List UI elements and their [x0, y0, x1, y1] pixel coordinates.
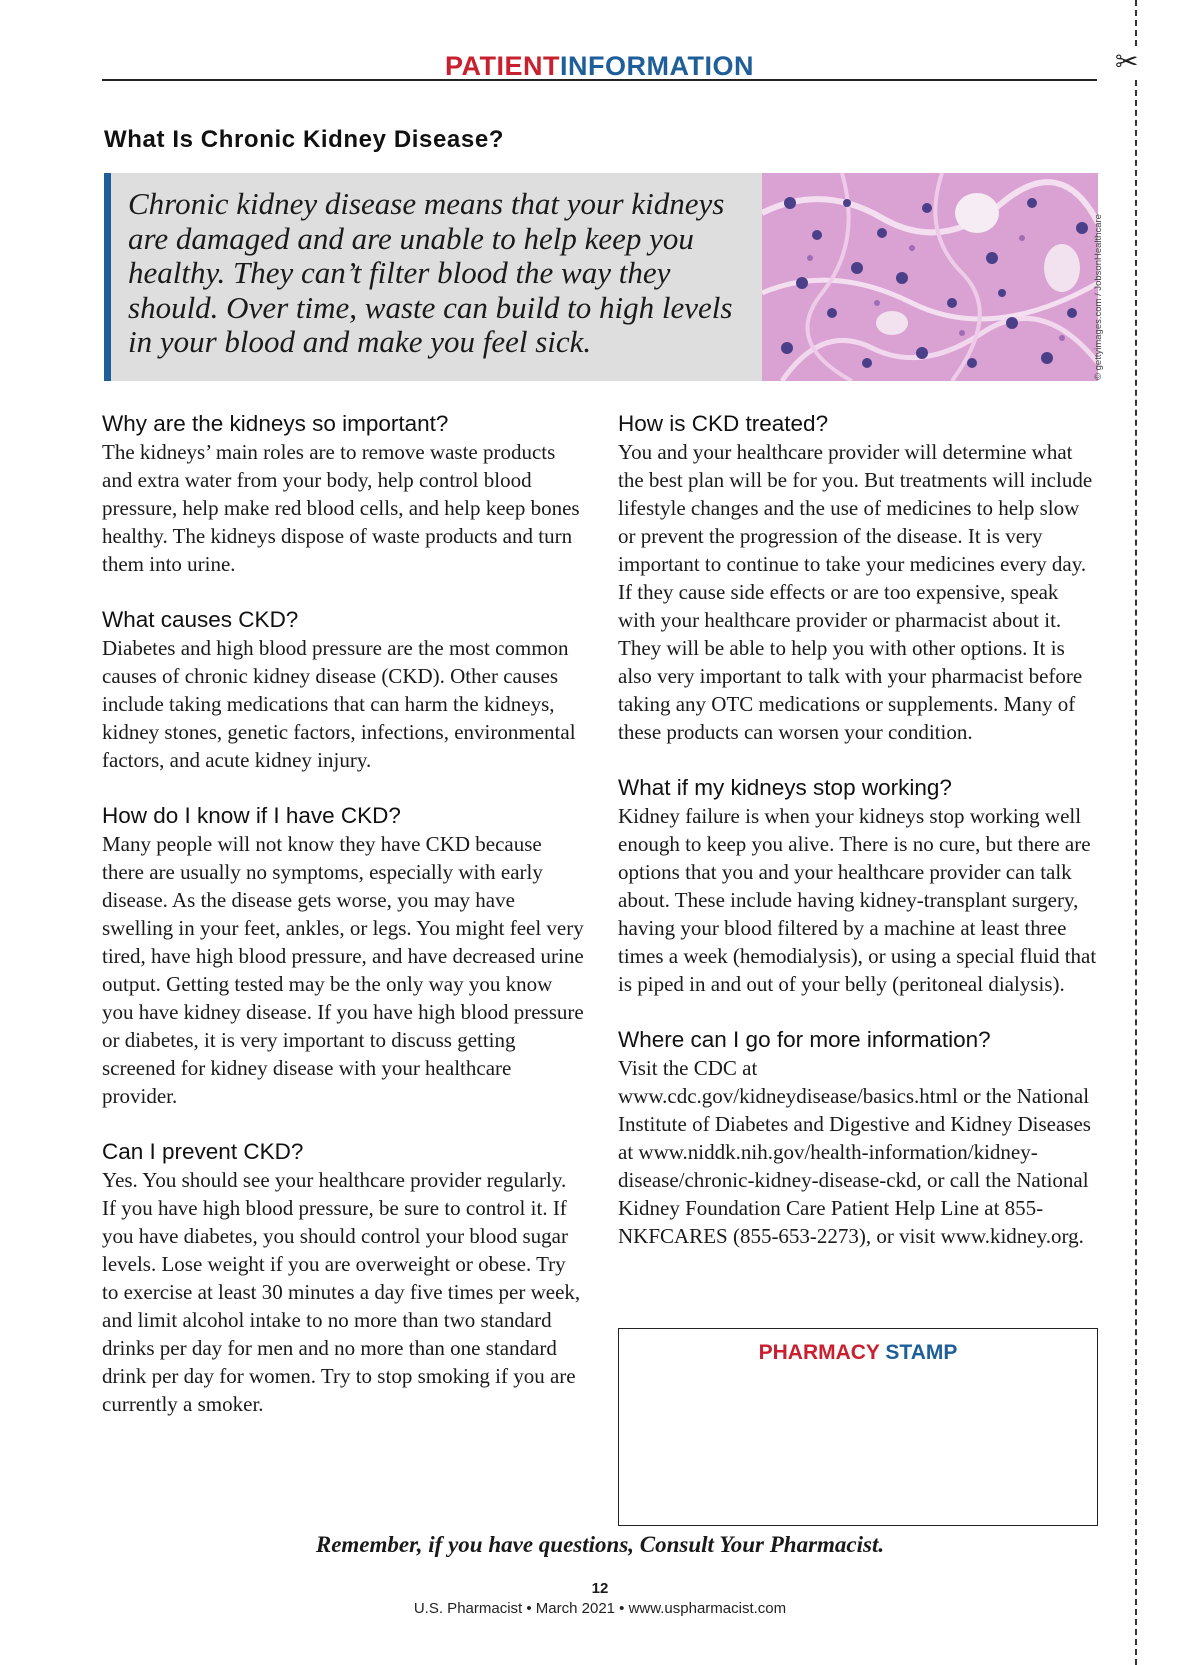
section-kidneys-stop [618, 774, 1098, 998]
page-header [102, 45, 1097, 81]
section-how-know [102, 802, 584, 1110]
section-heading: How is CKD treated? [618, 411, 829, 436]
page-title: What Is Chronic Kidney Disease? [104, 126, 505, 153]
scissors-icon: ✂ [1115, 45, 1139, 78]
left-column [102, 410, 584, 1446]
cut-line [1135, 0, 1137, 1665]
intro-callout [104, 173, 771, 381]
remember-note: Remember, if you have questions, Consult Your Pharmacist. [315, 1532, 885, 1557]
section-label [445, 51, 754, 81]
section-more-info [618, 1026, 1098, 1250]
section-body: Many people will not know they have CKD because there are usually no symptoms, especially with early disease. As the disease gets worse, you may have swelling in your feet, ankles, or legs. You might feel very tired, have high blood pressure, and have decreased urine output. Getting tested may be the only way you know you have kidney disease. If you have high blood pressure or diabetes, it is very important to discuss getting screened for kidney disease with your healthcare provider. [102, 832, 584, 1108]
section-treated [618, 410, 1098, 746]
section-prevent [102, 1138, 584, 1418]
header-word-patient: PATIENT [445, 51, 560, 81]
section-causes [102, 606, 584, 774]
photo-credit: © gettyimages.com / JobsonHealthcare [1093, 214, 1104, 380]
section-body: The kidneys’ main roles are to remove waste products and extra water from your body, help control blood pressure, help make red blood cells, and help keep bones healthy. The kidneys dispose of waste products and turn them into urine. [102, 440, 580, 576]
section-heading: Why are the kidneys so important? [102, 411, 449, 436]
right-column [618, 410, 1098, 1278]
pharmacy-stamp-box [618, 1328, 1098, 1526]
section-heading: Can I prevent CKD? [102, 1139, 304, 1164]
section-body: Diabetes and high blood pressure are the most common causes of chronic kidney disease (CKD). Other causes include taking medications that can harm the kidneys, kidney stones, genetic factors, infections, environmental factors, and acute kidney injury. [102, 636, 576, 772]
stamp-label [619, 1341, 1097, 1365]
page-number: 12 [591, 1580, 609, 1597]
section-body: Kidney failure is when your kidneys stop working well enough to keep you alive. There is no cure, but there are options that you and your healthcare provider can talk about. These include having kidney-transplant surgery, having your blood filtered by a machine at least three times a week (hemodialysis), or using a special fluid that is piped in and out of your belly (peritoneal dialysis). [618, 804, 1097, 996]
section-heading: How do I know if I have CKD? [102, 803, 401, 828]
stamp-word-pharmacy: PHARMACY [758, 1341, 880, 1364]
section-body: You and your healthcare provider will determine what the best plan will be for you. But treatments will include lifestyle changes and the use of medicines to help slow or prevent the progression of the disease. It is very important to continue to take your medicines every day. If they cause side effects or are too expensive, speak with your healthcare provider or pharmacist about it. They will be able to help you with other options. It is also very important to talk with your pharmacist before taking any OTC medications or supplements. Many of these products can worsen your condition. [618, 440, 1093, 744]
header-word-information: INFORMATION [560, 51, 754, 81]
section-why-kidneys [102, 410, 584, 578]
kidney-tissue-photo [762, 173, 1098, 381]
micrograph-illustration [762, 173, 1098, 381]
section-body: Yes. You should see your healthcare provider regularly. If you have high blood pressure, be sure to control it. If you have diabetes, you should control your blood sugar levels. Lose weight if you are overweight or obese. Try to exercise at least 30 minutes a day five times per week, and limit alcohol intake to no more than two standard drinks per day for men and no more than one standard drink per day for women. Try to stop smoking if you are currently a smoker. [102, 1168, 581, 1416]
section-heading: Where can I go for more information? [618, 1027, 991, 1052]
section-heading: What causes CKD? [102, 607, 299, 632]
section-body: Visit the CDC at www.cdc.gov/kidneydisease/basics.html or the National Institute of Diabetes and Digestive and Kidney Diseases at www.niddk.nih.gov/health-information/kidney-disease/chronic-kidney-disease-ckd, or call the National Kidney Foundation Care Patient Help Line at 855-NKFCARES (855-653-2273), or visit www.kidney.org. [618, 1056, 1091, 1248]
footer-text: U.S. Pharmacist • March 2021 • www.uspharmacist.com [413, 1600, 787, 1617]
intro-text: Chronic kidney disease means that your kidneys are damaged and are unable to help keep you healthy. They can’t filter blood the way they should. Over time, waste can build to high levels in your blood and make you feel sick. [128, 186, 733, 359]
section-heading: What if my kidneys stop working? [618, 775, 952, 800]
stamp-word-stamp: STAMP [885, 1341, 958, 1364]
